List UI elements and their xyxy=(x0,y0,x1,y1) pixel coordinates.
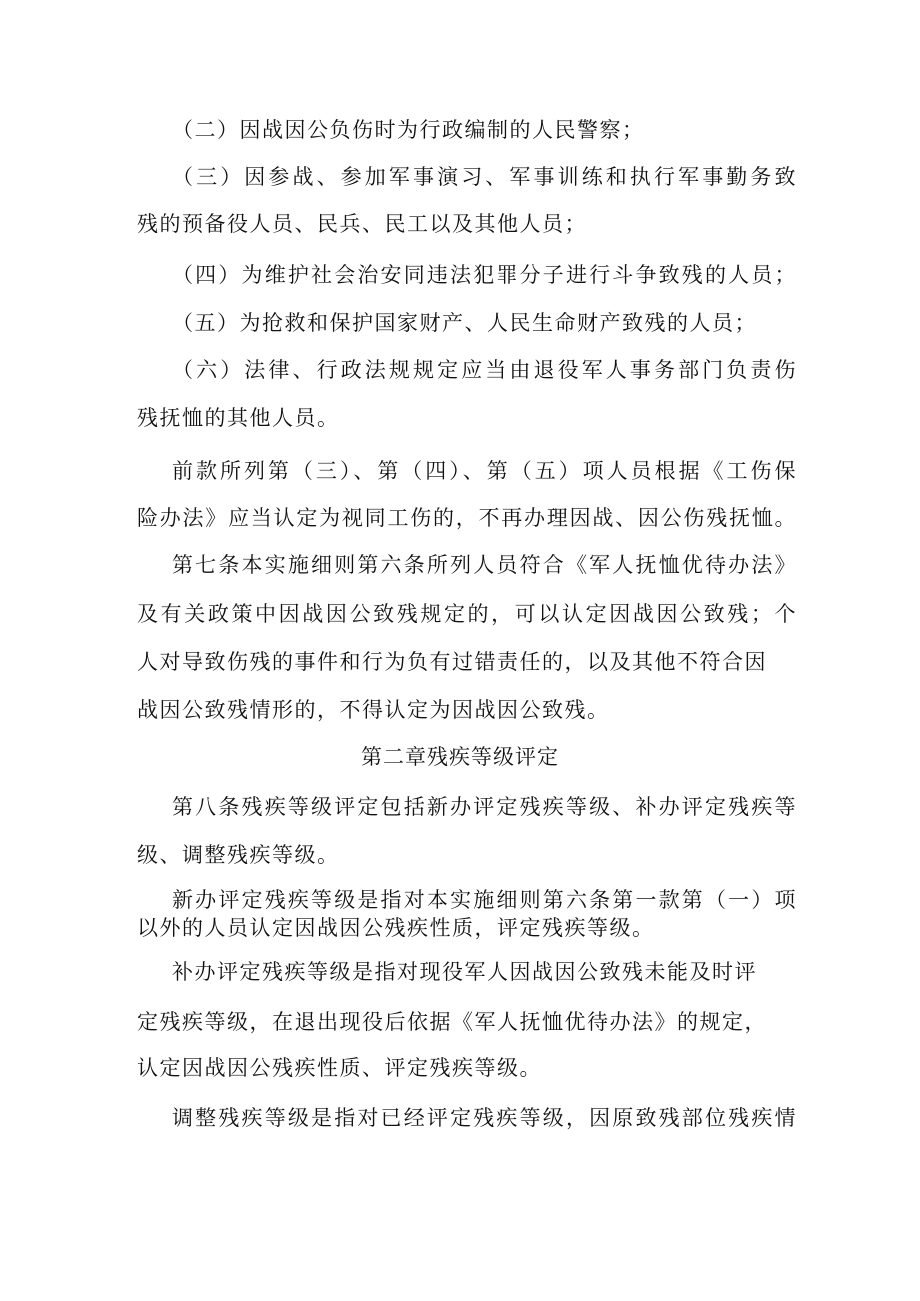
adjustment-assessment-line-1: 调整残疾等级是指对已经评定残疾等级，因原致残部位残疾情 xyxy=(172,1106,797,1130)
paragraph-item-6-line-2: 残抚恤的其他人员。 xyxy=(137,406,340,430)
paragraph-item-2-line-1: （二）因战因公负伤时为行政编制的人民警察； xyxy=(172,118,645,142)
supplementary-assessment-line-2: 定残疾等级，在退出现役后依据《军人抚恤优待办法》的规定， xyxy=(137,1010,767,1034)
article-7-line-4: 战因公致残情形的，不得认定为因战因公致残。 xyxy=(137,698,610,722)
paragraph-item-6-line-1: （六）法律、行政法规规定应当由退役军人事务部门负责伤 xyxy=(172,358,797,382)
article-8-line-1: 第八条残疾等级评定包括新办评定残疾等级、补办评定残疾等 xyxy=(172,795,797,819)
paragraph-item-3-line-2: 残的预备役人员、民兵、民工以及其他人员； xyxy=(137,212,587,236)
paragraph-item-5-line-1: （五）为抢救和保护国家财产、人民生命财产致残的人员； xyxy=(172,311,757,335)
supplementary-assessment-line-1: 补办评定残疾等级是指对现役军人因战因公致残未能及时评 xyxy=(172,960,757,984)
paragraph-item-3-line-1: （三）因参战、参加军事演习、军事训练和执行军事勤务致 xyxy=(172,165,797,189)
article-8-line-2: 级、调整残疾等级。 xyxy=(137,843,340,867)
article-7-line-3: 人对导致伤残的事件和行为负有过错责任的，以及其他不符合因 xyxy=(137,650,767,674)
article-7-line-2: 及有关政策中因战因公致残规定的，可以认定因战因公致残；个 xyxy=(137,602,797,626)
paragraph-clause-note-line-1: 前款所列第（三）、第（四）、第（五）项人员根据《工伤保 xyxy=(172,459,797,483)
new-assessment-line-2: 以外的人员认定因战因公残疾性质，评定残疾等级。 xyxy=(137,916,655,940)
chapter-title: 第二章残疾等级评定 xyxy=(361,745,559,769)
new-assessment-line-1: 新办评定残疾等级是指对本实施细则第六条第一款第（一）项 xyxy=(172,888,797,912)
paragraph-clause-note-line-2: 险办法》应当认定为视同工伤的，不再办理因战、因公伤残抚恤。 xyxy=(137,506,797,530)
article-7-line-1: 第七条本实施细则第六条所列人员符合《军人抚恤优待办法》 xyxy=(172,553,797,577)
paragraph-item-4-line-1: （四）为维护社会治安同违法犯罪分子进行斗争致残的人员； xyxy=(172,263,797,287)
supplementary-assessment-line-3: 认定因战因公残疾性质、评定残疾等级。 xyxy=(137,1056,542,1080)
